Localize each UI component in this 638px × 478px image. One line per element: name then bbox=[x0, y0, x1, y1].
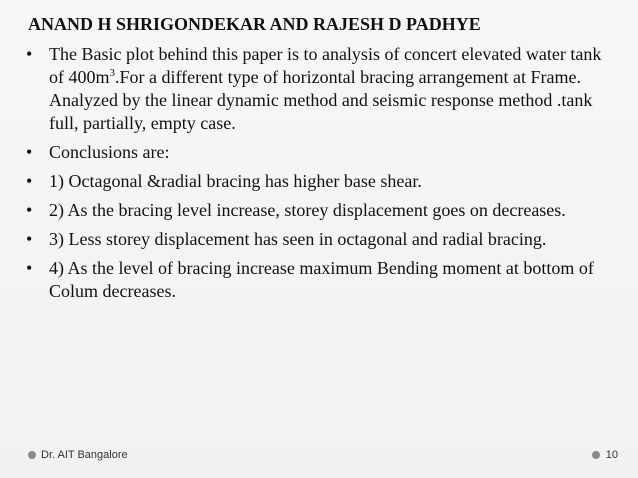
bullet-text: 2) As the bracing level increase, storey displacement goes on decreases. bbox=[49, 200, 566, 220]
bullet-text: 1) Octagonal &radial bracing has higher base shear. bbox=[49, 171, 422, 191]
bullet-item bbox=[22, 141, 602, 164]
superscript: 3 bbox=[109, 67, 115, 79]
bullet-item bbox=[22, 199, 602, 222]
bullet-text-continued: .For a different type of horizontal bracing arrangement at Frame. Analyzed by the linear dynamic method and seismic response method .tank full, partially, empty case. bbox=[49, 67, 593, 133]
bullet-item bbox=[22, 170, 602, 193]
bullet-text: 4) As the level of bracing increase maximum Bending moment at bottom of Colum decreases. bbox=[49, 258, 594, 301]
bullet-icon: • bbox=[26, 258, 33, 278]
footer-dot-icon bbox=[28, 451, 36, 459]
footer-dot-icon bbox=[592, 451, 600, 459]
bullet-icon: • bbox=[26, 142, 33, 162]
bullet-text: The Basic plot behind this paper is to analysis of concert elevated water tank of 400m bbox=[49, 44, 602, 87]
page-number: 10 bbox=[605, 449, 618, 461]
bullet-item bbox=[22, 43, 602, 135]
bullet-item bbox=[22, 228, 602, 251]
footer-institution: Dr. AIT Bangalore bbox=[41, 449, 128, 461]
bullet-list bbox=[22, 43, 602, 309]
footer-right bbox=[592, 449, 618, 461]
slide-title: ANAND H SHRIGONDEKAR AND RAJESH D PADHYE bbox=[28, 14, 481, 34]
bullet-item bbox=[22, 257, 602, 303]
bullet-icon: • bbox=[26, 171, 33, 191]
bullet-icon: • bbox=[26, 44, 33, 64]
bullet-text: Conclusions are: bbox=[49, 142, 170, 162]
bullet-text: 3) Less storey displacement has seen in octagonal and radial bracing. bbox=[49, 229, 547, 249]
footer-left bbox=[28, 449, 128, 461]
bullet-icon: • bbox=[26, 200, 33, 220]
bullet-icon: • bbox=[26, 229, 33, 249]
